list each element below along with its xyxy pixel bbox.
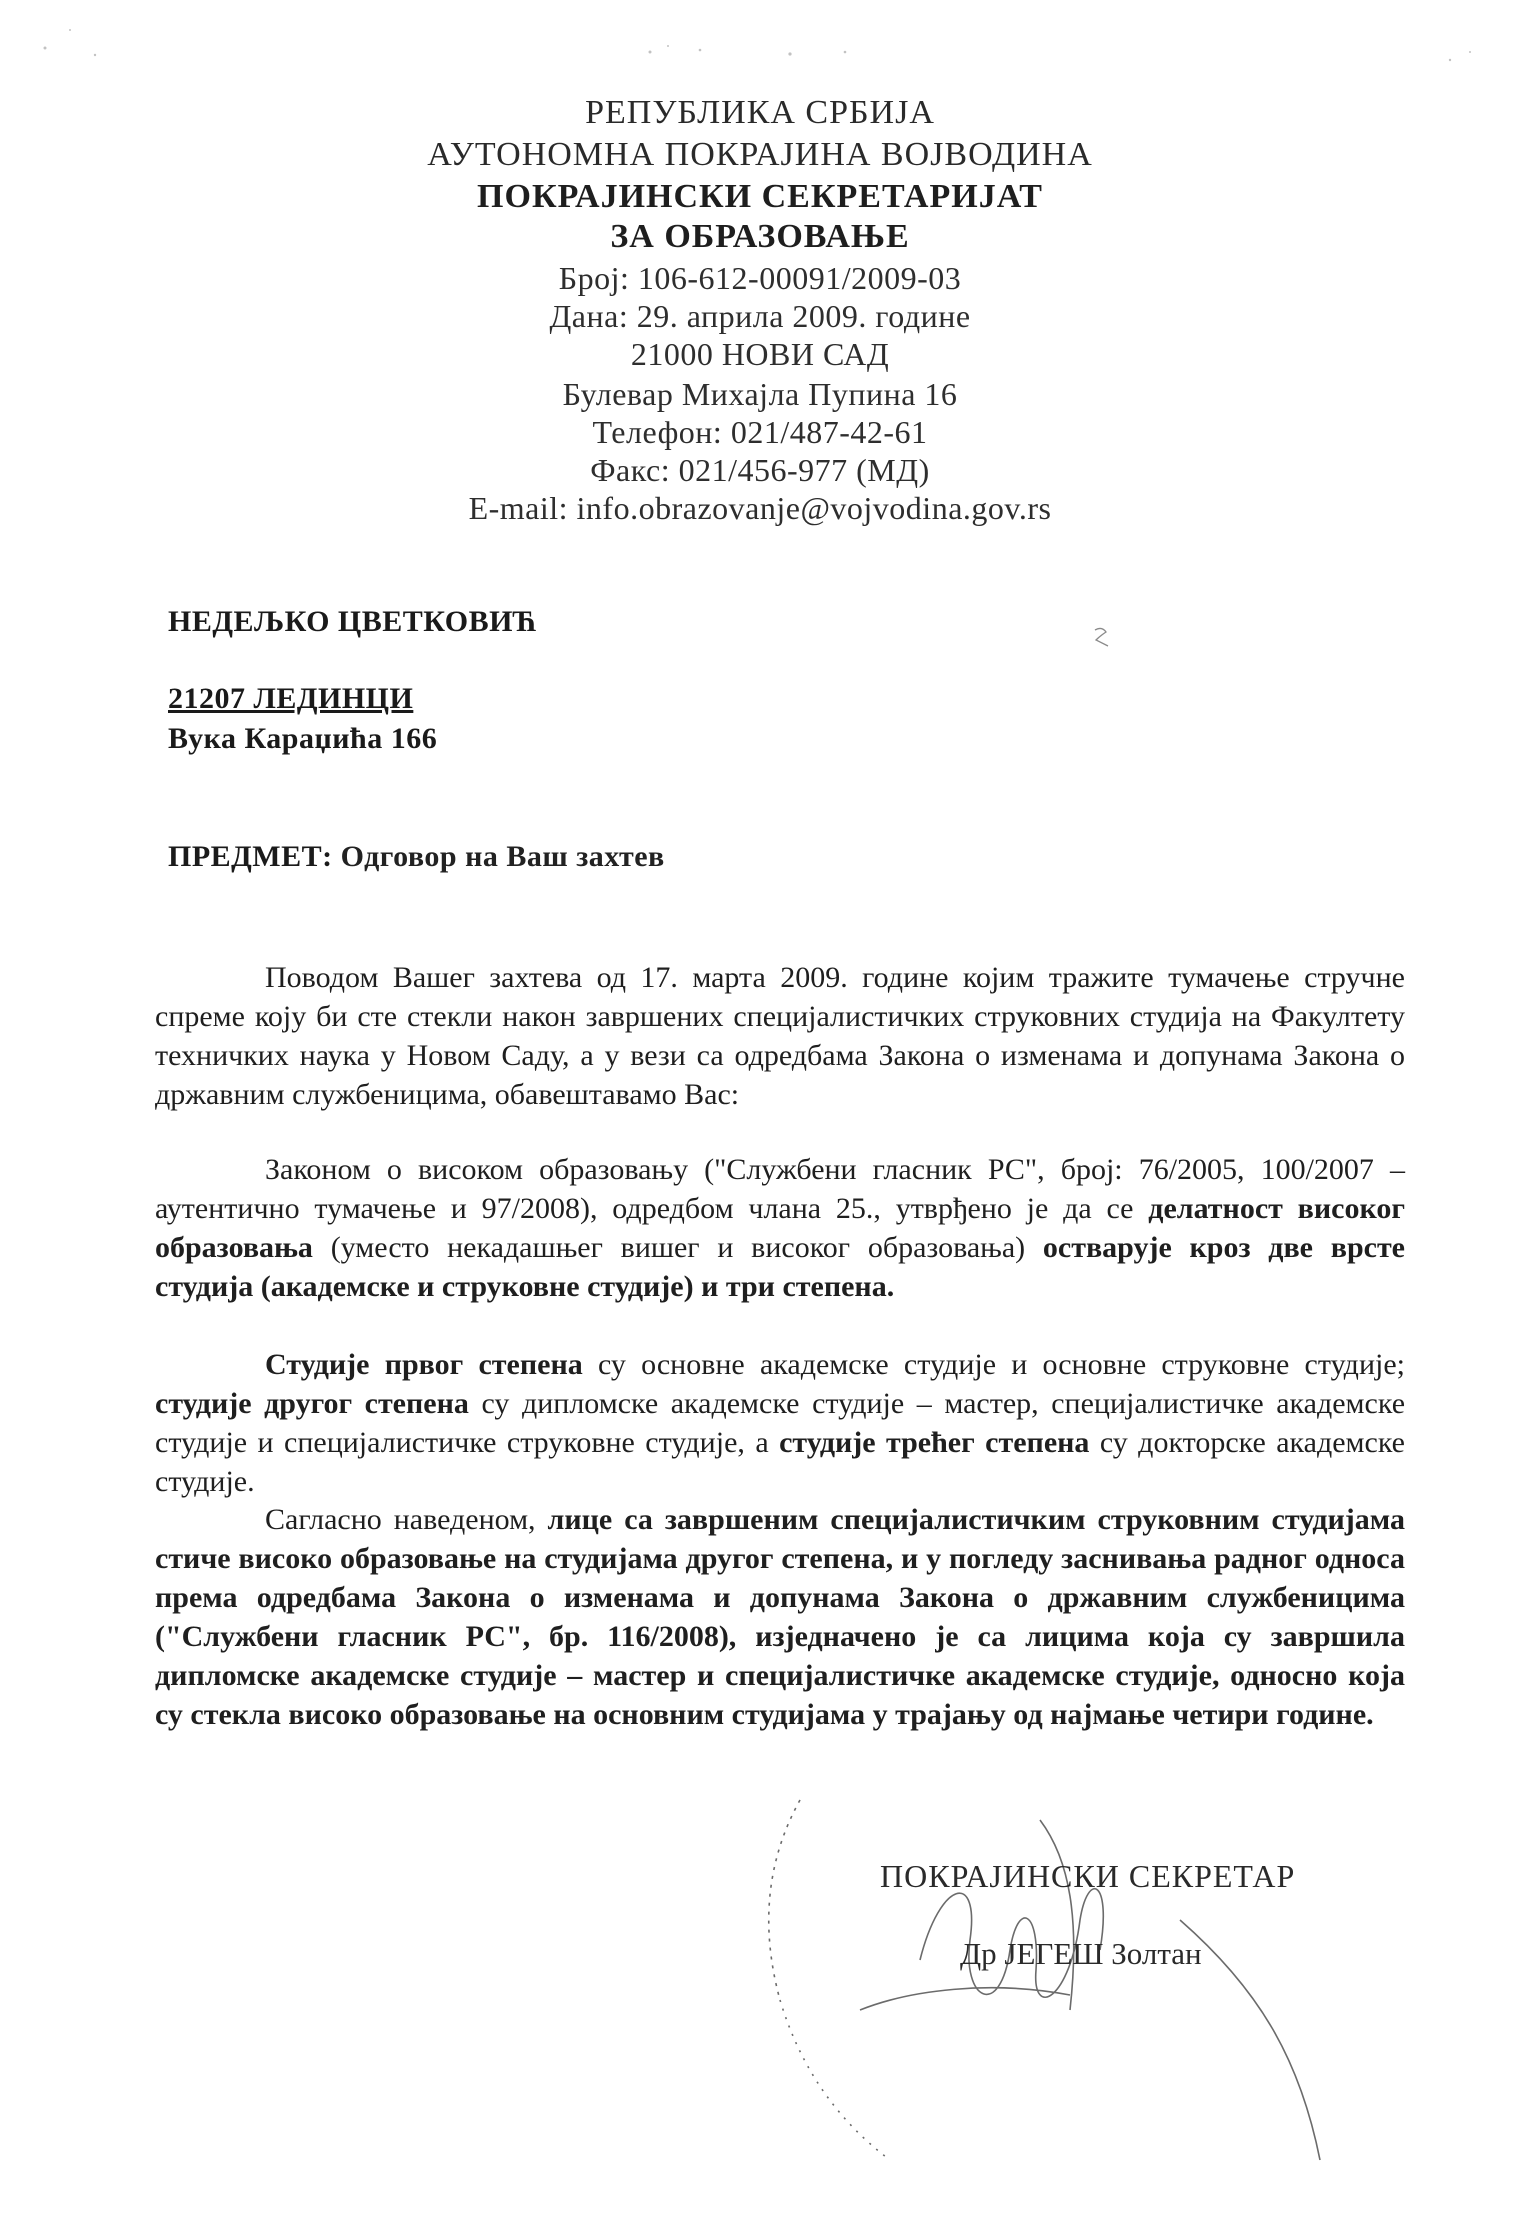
paragraph-degrees: Студије првог степена су основне академске студије и основне струковне студије; студије другог степена су дипломске академске студије – мастер, специјалистичке академске студије и специјалистичке струковне студије, а студије трећег степена су докторске академске студије. xyxy=(155,1348,1406,1498)
paragraph-law: Законом о високом образовању ("Службени гласник РС", број: 76/2005, 100/2007 – аутентично тумачење и 97/2008), одредбом члана 25., утврђено је да се делатност високог образовања (уместо некадашњег вишег и високог образовања) остварује кроз две врсте студија (академске и струковне студије) и три степена. xyxy=(155,1153,1405,1303)
recipient-postal: 21207 ЛЕДИНЦИ xyxy=(168,682,414,715)
scan-noise xyxy=(0,0,1520,90)
paragraph-intro: Поводом Вашег захтева од 17. марта 2009. године којим тражите тумачење стручне спреме коју би сте стекли након завршених специјалистичких струковних студија на Факултету техничких наука у Новом Саду, а у вези са одредбама Закона о изменама и допунама Закона о државним службеницима, обавештавамо Вас: xyxy=(155,961,1405,1111)
province-line: АУТОНОМНА ПОКРАЈИНА ВОЈВОДИНА xyxy=(427,136,1093,173)
office-city: 21000 НОВИ САД xyxy=(630,336,890,372)
office-fax: Факс: 021/456-977 (МД) xyxy=(590,452,930,488)
signatory-title: ПОКРАЈИНСКИ СЕКРЕТАР xyxy=(880,1858,1296,1894)
recipient-name: НЕДЕЉКО ЦВЕТКОВИЋ xyxy=(168,605,538,638)
scan-mark xyxy=(1092,626,1112,650)
secretariat-line: ПОКРАЈИНСКИ СЕКРЕТАРИЈАТ xyxy=(477,178,1043,215)
subject-line xyxy=(168,840,665,874)
recipient-street: Вука Караџића 166 xyxy=(168,722,438,755)
signatory-name: Др ЈЕГЕШ Золтан xyxy=(960,1936,1202,1971)
office-email: E-mail: info.obrazovanje@vojvodina.gov.rs xyxy=(468,490,1052,526)
letter-date: Дана: 29. априла 2009. године xyxy=(549,298,971,334)
paragraph-conclusion: Сагласно наведеном, лице са завршеним специјалистичким струковним студијама стиче високо образовање на студијама другог степена, и у погледу заснивања радног односа према одредбама Закона о изменама и допунама Закона о државним службеницима ("Службени гласник РС", бр. 116/2008), изједначено је са лицима која су завршила дипломске академске студије – мастер и специјалистичке академске студије, односно која су стекла високо образовање на основним студијама у трајању од најмање четири године. xyxy=(155,1503,1405,1731)
official-stamp-and-signature xyxy=(740,1760,1360,2240)
office-phone: Телефон: 021/487-42-61 xyxy=(592,414,928,450)
reference-number: Број: 106-612-00091/2009-03 xyxy=(558,260,962,296)
department-line: ЗА ОБРАЗОВАЊЕ xyxy=(610,218,910,255)
office-street: Булевар Михајла Пупина 16 xyxy=(562,376,958,412)
subject-text: Одговор на Ваш захтев xyxy=(340,840,665,873)
country-line: РЕПУБЛИКА СРБИЈА xyxy=(585,94,935,131)
letter-body xyxy=(155,958,1405,1114)
subject-label: ПРЕДМЕТ: xyxy=(168,840,333,873)
